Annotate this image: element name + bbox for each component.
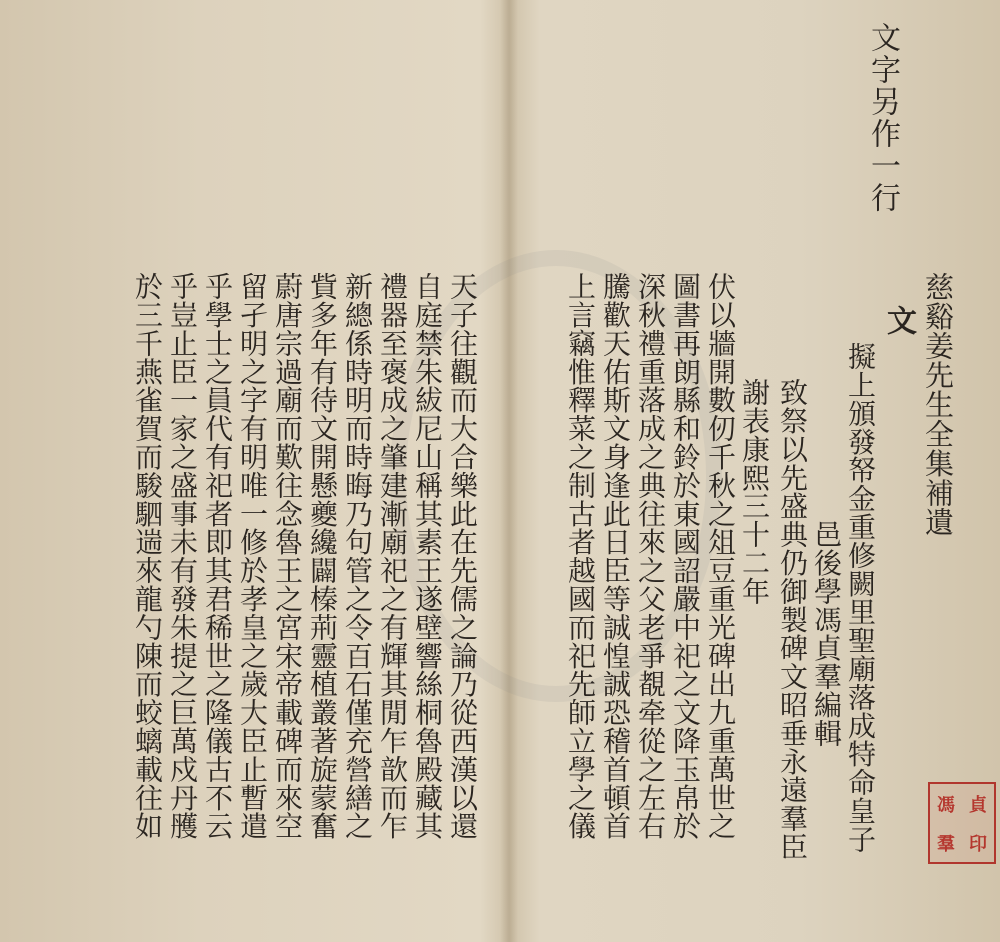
text-column: 上言竊惟釋菜之制古者越國而祀先師立學之儀: [564, 272, 597, 840]
text-column: 天子往觀而大合樂此在先儒之論乃從西漢以還: [446, 272, 479, 840]
text-column: 乎學士之員代有祀者即其君稀世之隆儀古不云: [201, 272, 234, 840]
collector-seal: [928, 782, 996, 864]
seal-char: 羣: [937, 833, 955, 855]
text-column: 伏以牆開數仞千秋之俎豆重光碑出九重萬世之: [704, 272, 737, 840]
memorial-date: 謝表康熙三十二年: [738, 378, 771, 606]
text-column: 新總係時明而時晦乃句管之令百石僅充營繕之: [341, 272, 374, 840]
text-column: 自庭禁朱紱尼山稱其素王遂壁響絲桐魯殿藏其: [411, 272, 444, 840]
seal-char: 印: [969, 833, 987, 855]
text-column: 貲多年有待文開懸夔纔闢榛荊靈植叢著旋蒙奮: [306, 272, 339, 840]
memorial-heading-continued: 致祭以先盛典仍御製碑文昭垂永遠羣臣: [776, 378, 809, 861]
text-column: 圖書再朗縣和鈴於東國詔嚴中祀之文降玉帛於: [669, 272, 702, 840]
margin-note: 文字另作一行: [865, 22, 900, 214]
text-column: 蔚唐宗過廟而歎往念魯王之宮宋帝載碑而來空: [271, 272, 304, 840]
text-column: 騰歡天佑斯文身逢此日臣等誠惶誠恐稽首頓首: [599, 272, 632, 840]
collection-title: 慈谿姜先生全集補遺: [921, 272, 955, 537]
text-column: 乎豈止臣一家之盛事未有發朱提之巨萬戍丹雘: [166, 272, 199, 840]
seal-char: 馮: [937, 794, 955, 816]
section-label: 文: [881, 305, 916, 336]
seal-char: 貞: [969, 794, 987, 816]
text-column: 於三千燕雀賀而駿駟遄來龍勺陳而蛟螭載往如: [131, 272, 164, 840]
text-column: 深秋禮重落成之典往來之父老爭覩牵從之左右: [634, 272, 667, 840]
book-gutter: [500, 0, 518, 942]
compiler-line: 邑後學馮貞羣編輯: [810, 520, 843, 748]
text-column: 留孑明之字有明唯一修於孝皇之歲大臣止暫遣: [236, 272, 269, 840]
text-column: 禮器至褒成之肇建漸廟祀之有輝其閒乍歆而乍: [376, 272, 409, 840]
memorial-heading: 擬上頒發帑金重修闕里聖廟落成特命皇子: [844, 342, 877, 854]
